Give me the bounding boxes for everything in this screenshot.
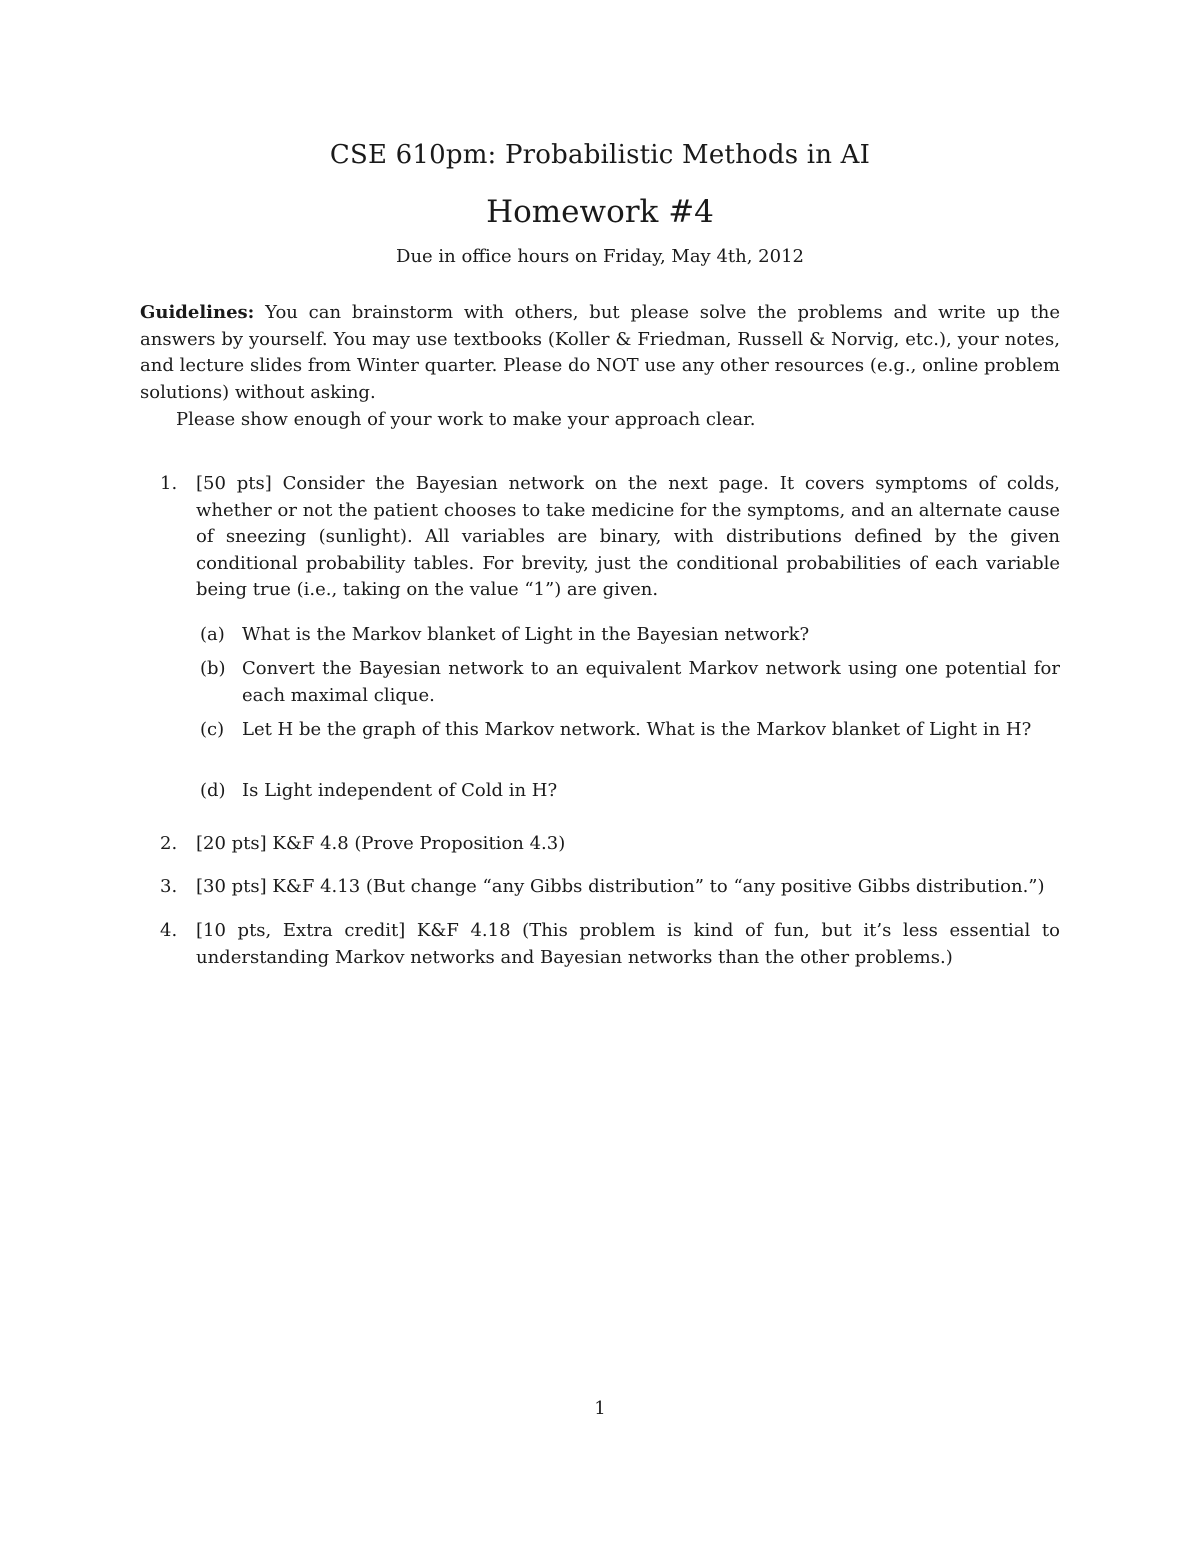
problem-number: 2. [160, 833, 178, 854]
course-title: CSE 610pm: Probabilistic Methods in AI [329, 140, 871, 170]
guidelines-paragraph [140, 300, 1060, 406]
subpart-text: Is Light independent of Cold in H? [242, 780, 558, 801]
subpart-text: Convert the Bayesian network to an equivalent Markov network using one potential for each maximal clique. [242, 658, 1060, 706]
problem-number: 1. [160, 473, 178, 494]
show-work-note: Please show enough of your work to make your approach clear. [176, 409, 756, 430]
guidelines-text: You can brainstorm with others, but please solve the problems and write up the answers by yourself. You may use textbooks (Koller & Friedman, Russell & Norvig, etc.), your notes, and lecture slides from Winter quarter. Please do NOT use any other resources (e.g., online problem solutions) without asking. [140, 302, 1060, 403]
subpart-c [196, 716, 1060, 743]
problem-text: [30 pts] K&F 4.13 (But change “any Gibbs distribution” to “any positive Gibbs distribution.”) [196, 876, 1045, 897]
homework-title: Homework #4 [486, 194, 714, 230]
subpart-letter: (a) [200, 624, 225, 645]
subpart-letter: (d) [200, 780, 226, 801]
guidelines-label: Guidelines: [140, 302, 255, 323]
problem-number: 3. [160, 876, 178, 897]
subpart-letter: (b) [200, 658, 226, 679]
problem-text: [20 pts] K&F 4.8 (Prove Proposition 4.3) [196, 833, 566, 854]
subpart-b [196, 655, 1060, 709]
problem-number: 4. [160, 920, 178, 941]
subpart-text: Let H be the graph of this Markov network. What is the Markov blanket of Light in H? [242, 719, 1032, 740]
subpart-d [196, 777, 1060, 804]
page-number: 1 [594, 1398, 606, 1419]
problem-text: [10 pts, Extra credit] K&F 4.18 (This problem is kind of fun, but it’s less essential to understanding Markov networks and Bayesian networks than the other problems.) [196, 920, 1060, 968]
problem-3 [140, 874, 1060, 901]
problem-4 [140, 918, 1060, 971]
due-date: Due in office hours on Friday, May 4th, 2012 [396, 246, 804, 267]
subpart-a [196, 621, 1060, 648]
subpart-text: What is the Markov blanket of Light in the Bayesian network? [242, 624, 810, 645]
subpart-letter: (c) [200, 719, 225, 740]
problem-1 [140, 471, 1060, 604]
problem-text: [50 pts] Consider the Bayesian network on the next page. It covers symptoms of colds, whether or not the patient chooses to take medicine for the symptoms, and an alternate cause of sneezing (sunlight). All variables are binary, with distributions defined by the given conditional probability tables. For brevity, just the conditional probabilities of each variable being true (i.e., taking on the value “1”) are given. [196, 473, 1060, 600]
problem-2 [140, 831, 1060, 858]
